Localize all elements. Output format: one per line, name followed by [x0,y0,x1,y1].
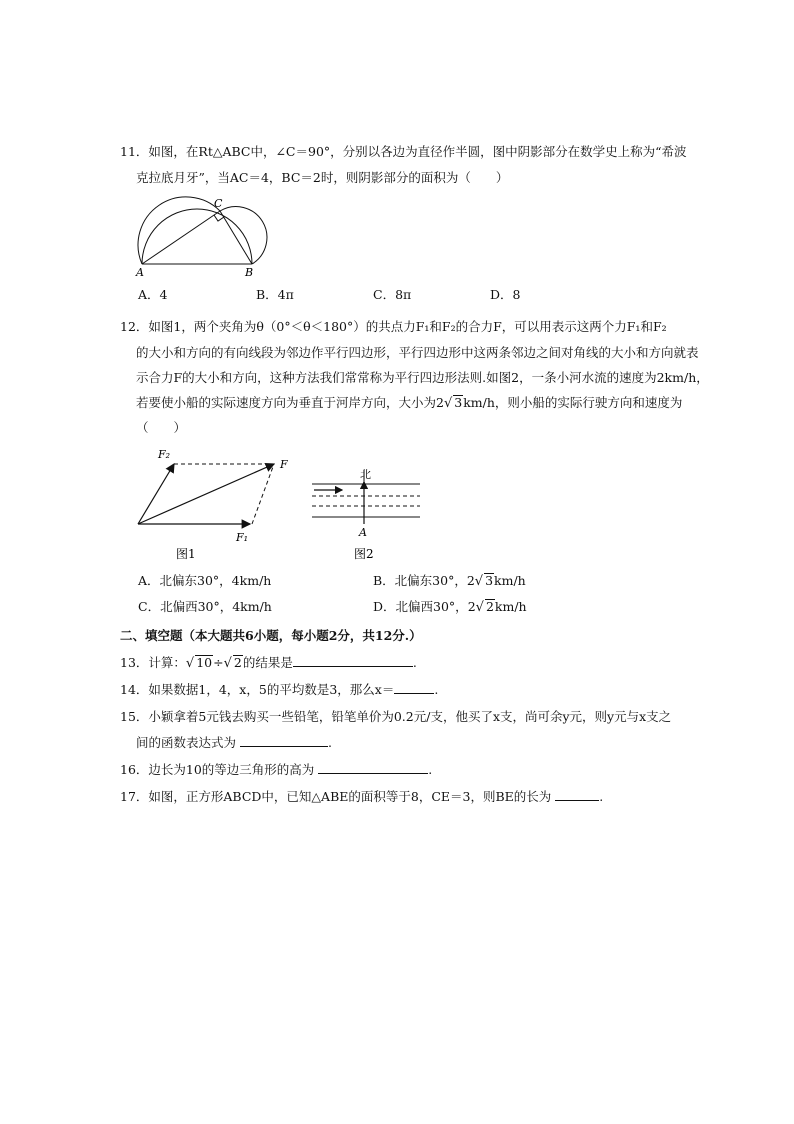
q14-text: 14．如果数据1，4，x，5的平均数是3，那么x＝ [120,682,395,697]
q12-line1: 12．如图1，两个夹角为θ（0°＜θ＜180°）的共点力F₁和F₂的合力F，可以用表示这两个力F₁和F₂ [120,319,667,334]
semicircle-ac [138,197,220,264]
q15-text: 间的函数表达式为 [136,735,237,750]
q13-radicand-1: 10 [196,655,213,670]
segment-ac [142,211,220,264]
q11-option-a[interactable]: A．4 [138,287,168,302]
q15-line1: 15．小颖拿着5元钱去购买一些铅笔，铅笔单价为0.2元/支，他买了x支，尚可余y元，则y元与x支之 [120,709,672,724]
q11-figure [132,190,307,278]
q12-line3: 示合力F的大小和方向，这种方法我们常常称为平行四边形法则.如图2，一条小河水流的速度为2km/h， [136,370,709,385]
q12-option-d-unit: km/h [494,599,527,614]
label-c: C [214,197,223,210]
q12-coef: 2 [436,395,444,410]
dashed-right [252,464,274,524]
sqrt-symbol: √ [185,656,195,671]
q15-end: . [328,735,332,750]
q11-option-d[interactable]: D．8 [490,287,521,302]
q12-option-d-text: D．北偏西30°， [373,599,468,614]
q13-end: . [412,655,417,670]
q15-answer-blank[interactable] [240,734,328,747]
q16 [120,761,680,779]
q11-option-b[interactable]: B．4π [256,287,294,302]
q16-end: . [428,762,433,777]
q14-answer-blank[interactable] [394,681,434,694]
q14-end: . [434,682,439,697]
label-a-fig2: A [359,526,367,539]
q12-line2: 的大小和方向的有向线段为邻边作平行四边形，平行四边形中这两条邻边之间对角线的大小和方向就表 [136,345,699,360]
q12-figure-1 [132,444,302,564]
q17-text: 17．如图，正方形ABCD中，已知△ABE的面积等于8，CE＝3，则BE的长为 [120,789,552,804]
label-f1: F₁ [236,531,249,544]
q13-operator: ÷ [213,655,224,670]
q11-line2: 克拉底月牙”，当AC＝4，BC＝2时，则阴影部分的面积为（ ） [136,170,509,185]
section-2-heading: 二、填空题（本大题共6小题，每小题2分，共12分.） [120,628,422,643]
label-north: 北 [360,468,371,481]
sqrt-symbol: √ [475,600,484,615]
label-a: A [136,266,144,278]
q12-option-b-radicand: 3 [485,573,494,588]
segment-bc [220,211,252,264]
q12-line5: （ ） [136,420,187,435]
caption-fig1: 图1 [176,547,196,561]
q12-option-d[interactable] [373,598,527,617]
q12-line4-text-a: 若要使小船的实际速度方向为垂直于河岸方向，大小为 [136,395,437,410]
q17-end: . [599,789,604,804]
vector-f2 [138,464,174,524]
sqrt-symbol: √ [443,396,453,411]
sqrt-symbol: √ [223,656,232,671]
caption-fig2: 图2 [354,547,374,561]
q17-answer-blank[interactable] [555,788,599,801]
q12-figure-2 [308,460,428,564]
q12-line4-text-b: km/h，则小船的实际行驶方向和速度为 [463,395,683,410]
q12-option-c[interactable]: C．北偏西30°，4km/h [138,599,272,614]
q12-radicand: 3 [454,395,463,410]
q13-pre: 13．计算： [120,655,186,670]
q12-option-d-radicand: 2 [485,599,494,614]
label-b: B [245,266,254,278]
q11-line1: 11．如图，在Rt△ABC中，∠C＝90°，分别以各边为直径作半圆，图中阴影部分在数学史上称为“希波 [120,144,687,159]
q15-line2 [136,734,696,752]
q12-option-b[interactable] [373,572,526,591]
q12-option-b-text: B．北偏东30°， [373,573,467,588]
label-f: F [280,458,288,471]
q16-text: 16．边长为10的等边三角形的高为 [120,762,315,777]
sqrt-symbol: √ [474,574,484,589]
q14 [120,681,680,699]
q13-radicand-2: 2 [233,655,242,670]
label-f2: F₂ [158,448,171,461]
q11-option-c[interactable]: C．8π [373,287,412,302]
q13 [120,654,680,673]
q16-answer-blank[interactable] [318,761,428,774]
q12-option-a[interactable]: A．北偏东30°，4km/h [138,573,272,588]
q13-post: 的结果是 [242,655,293,670]
q13-answer-blank[interactable] [293,654,413,667]
q17 [120,788,680,806]
q12-option-d-coef: 2 [467,599,476,614]
q12-line4 [136,394,696,413]
q12-option-b-unit: km/h [494,573,526,588]
vector-f [138,464,274,524]
q12-option-b-coef: 2 [466,573,475,588]
